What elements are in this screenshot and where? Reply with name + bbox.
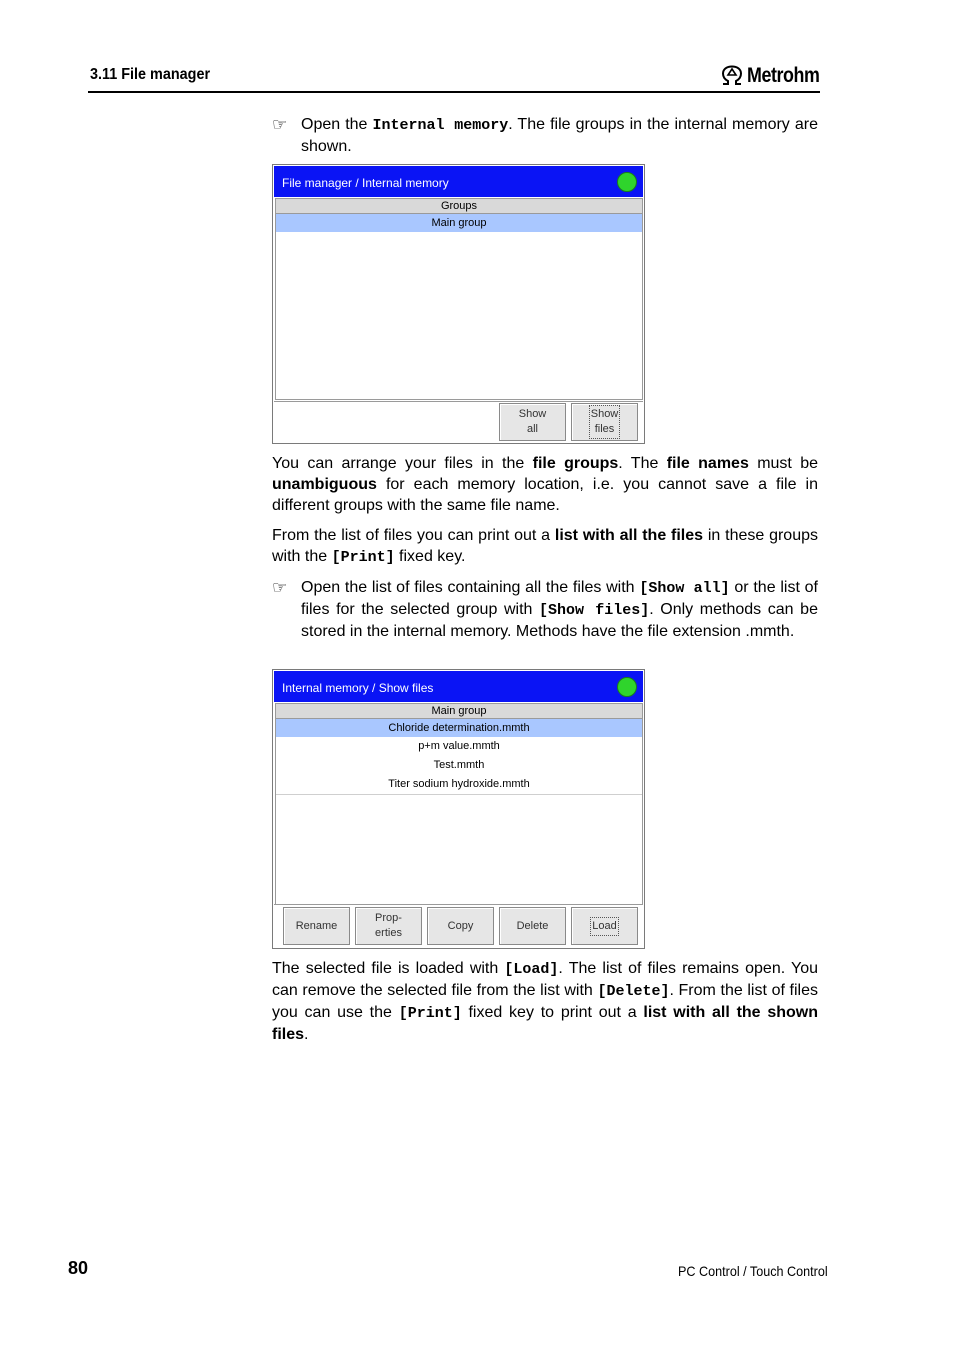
page-number: 80	[68, 1258, 89, 1278]
show-files-button[interactable]: Show files	[571, 403, 638, 441]
copy-button[interactable]: Copy	[427, 907, 494, 945]
properties-button[interactable]: Prop- erties	[355, 907, 422, 945]
delete-button[interactable]: Delete	[499, 907, 566, 945]
header-rule	[88, 91, 820, 93]
metrohm-omega-icon	[720, 65, 744, 87]
metrohm-logo	[720, 64, 832, 88]
key-print: [Print]	[398, 1005, 462, 1022]
paragraph-print-list: From the list of files you can print out a list with all the files in these groups with the [Print] fixed key.	[272, 527, 818, 566]
list-item[interactable]: Titer sodium hydroxide.mmth	[276, 775, 642, 795]
key-load: [Load]	[504, 961, 559, 978]
footer-product: PC Control / Touch Control	[678, 1263, 828, 1279]
pointing-hand-icon: ☞	[272, 578, 288, 597]
rename-button[interactable]: Rename	[283, 907, 350, 945]
list-item[interactable]: Test.mmth	[433, 759, 485, 771]
column-header: Main group	[276, 704, 642, 719]
title-bar	[274, 671, 643, 702]
column-header: Groups	[276, 199, 642, 214]
title-bar	[274, 166, 643, 197]
list-item[interactable]: p+m value.mmth	[418, 740, 500, 752]
screenshot-file-manager	[272, 164, 645, 444]
window-title: Internal memory / Show files	[282, 681, 434, 695]
step-2-text: Open the list of files containing all the files with [Show all] or the list of files for the selected group with [Show files]. Only methods can be stored in the internal memory. Methods have the file extension .mmth.	[301, 579, 818, 640]
files-list	[275, 703, 643, 905]
show-all-button[interactable]: Show all	[499, 403, 566, 441]
step-1-text: Open the Internal memory. The file groups in the internal memory are shown.	[301, 116, 818, 155]
pointing-hand-icon: ☞	[272, 115, 288, 134]
window-title: File manager / Internal memory	[282, 176, 449, 190]
load-button[interactable]: Load	[571, 907, 638, 945]
groups-list	[275, 198, 643, 400]
instruction-step-1	[272, 114, 818, 157]
key-delete: [Delete]	[597, 983, 670, 1000]
section-title: 3.11 File manager	[90, 66, 211, 83]
status-led-icon	[617, 677, 637, 697]
screenshot-show-files	[272, 669, 645, 949]
key-show-files: [Show files]	[539, 602, 650, 619]
status-led-icon	[617, 172, 637, 192]
logo-text: Metrohm	[747, 64, 820, 87]
instruction-step-2	[272, 577, 818, 642]
paragraph-file-groups: You can arrange your files in the file groups. The file names must be unambiguous for each memory location, i.e. you cannot save a file in different groups with the same file name.	[272, 455, 819, 514]
key-print: [Print]	[331, 549, 395, 566]
paragraph-load-delete: The selected file is loaded with [Load]. The list of files remains open. You can remove the selected file from the list with [Delete]. From the list of files you can use the [Print] fixed key to print out a list with all the shown files.	[272, 960, 819, 1043]
list-item[interactable]: Chloride determination.mmth	[276, 719, 642, 737]
key-internal-memory: Internal memory	[372, 117, 509, 134]
list-item[interactable]: Main group	[276, 214, 642, 232]
key-show-all: [Show all]	[639, 580, 730, 597]
